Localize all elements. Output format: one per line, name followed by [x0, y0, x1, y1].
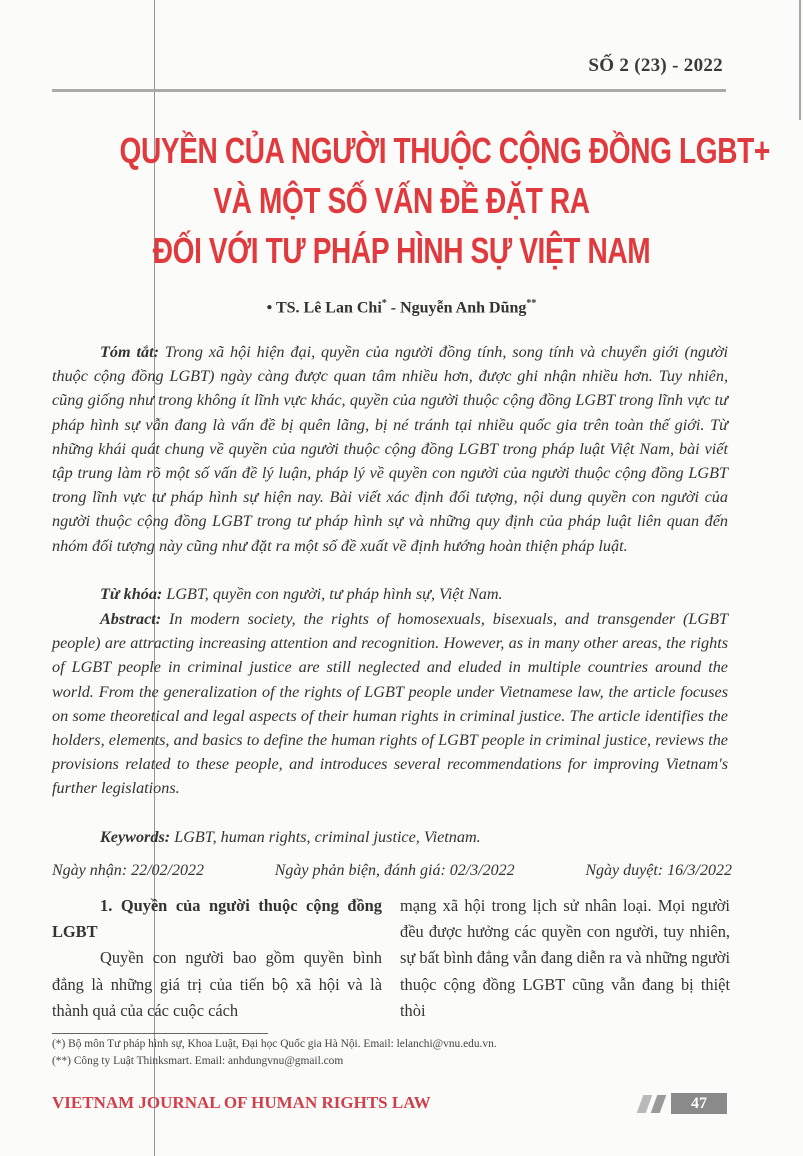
keywords-en-text: LGBT, human rights, criminal justice, Vietnam.	[170, 828, 481, 846]
date-reviewed: Ngày phản biện, đánh giá: 02/3/2022	[274, 862, 515, 879]
article-dates	[52, 862, 732, 880]
bullet-icon: •	[266, 299, 273, 317]
author-2: Nguyễn Anh Dũng	[400, 299, 527, 317]
keywords-vi-label: Từ khóa:	[100, 585, 163, 603]
header-rule	[52, 89, 726, 92]
article-title	[119, 126, 770, 276]
issue-number: SỐ 2 (23) - 2022	[588, 55, 723, 76]
date-approved: Ngày duyệt: 16/3/2022	[585, 862, 732, 879]
keywords-en-label: Keywords:	[100, 828, 171, 846]
title-line-1: QUYỀN CỦA NGƯỜI THUỘC CỘNG ĐỒNG LGBT+	[119, 130, 770, 171]
page-number-badge	[640, 1093, 727, 1114]
summary-text: Trong xã hội hiện đại, quyền của người đồng tính, song tính và chuyển giới (người thuộc cộng đồng LGBT) ngày càng được quan tâm nhiều hơn, được ghi nhận nhiều hơn. Tuy nhiên, cũng giống như trong không ít lĩnh vực khác, quyền của người thuộc cộng đồng LGBT trong lĩnh vực tư pháp hình sự vẫn đang là vấn đề bị quên lãng, bị né tránh tại nhiều quốc gia trên toàn thế giới. Từ những khái quát chung về quyền của người thuộc cộng đồng LGBT trong pháp luật Việt Nam, bài viết tập trung làm rõ một số vấn đề lý luận, pháp lý về quyền con người của người thuộc cộng đồng LGBT trong lĩnh vực tư pháp hình sự hiện nay. Bài viết xác định đối tượng, nội dung quyền con người của người thuộc cộng đồng LGBT trong tư pháp hình sự và những quy định của pháp luật liên quan đến nhóm đối tượng này cũng như đặt ra một số đề xuất về định hướng hoàn thiện pháp luật.	[52, 343, 728, 555]
author-separator: -	[386, 299, 401, 317]
author-1-footnote-mark: *	[381, 298, 387, 309]
authors	[0, 298, 803, 317]
page-number: 47	[671, 1093, 727, 1114]
footnote-divider	[52, 1033, 268, 1034]
title-line-3: ĐỐI VỚI TƯ PHÁP HÌNH SỰ VIỆT NAM	[152, 230, 651, 271]
body-column-left	[52, 893, 382, 1024]
abstract-paragraph	[52, 607, 728, 801]
body-paragraph-left: Quyền con người bao gồm quyền bình đẳng là những giá trị của tiến bộ xã hội và là thành quả của các cuộc cách	[52, 948, 382, 1020]
body-paragraph-right: mạng xã hội trong lịch sử nhân loại. Mọi người đều được hưởng các quyền con người, tuy nhiên, sự bất bình đẳng vẫn đang diễn ra và những người thuộc cộng đồng LGBT cũng vẫn đang bị thiệt thòi	[400, 896, 730, 1020]
date-received: Ngày nhận: 22/02/2022	[52, 862, 204, 879]
abstract-text: In modern society, the rights of homosexuals, bisexuals, and transgender (LGBT people) are attracting increasing attention and recognition. However, as in many other areas, the rights of LGBT people in criminal justice are still neglected and eluded in multiple countries around the world. From the generalization of the rights of LGBT people under Vietnamese law, the article focuses on some theoretical and legal aspects of their human rights in criminal justice. The article identifies the holders, elements, and basics to define the human rights of LGBT people in criminal justice, reviews the provisions related to these people, and introduces several recommendations for improving Vietnam's further legislations.	[52, 610, 728, 798]
author-1: TS. Lê Lan Chi	[275, 299, 382, 317]
body-column-right	[400, 893, 730, 1024]
decorative-slash-icon	[637, 1095, 653, 1113]
keywords-en-paragraph	[52, 825, 728, 849]
summary-label: Tóm tắt:	[100, 343, 159, 361]
section-heading: 1. Quyền của người thuộc cộng đồng LGBT	[52, 896, 382, 942]
keywords-vi-text: LGBT, quyền con người, tư pháp hình sự, Việt Nam.	[162, 585, 503, 603]
journal-name: VIETNAM JOURNAL OF HUMAN RIGHTS LAW	[52, 1093, 431, 1112]
abstract-label: Abstract:	[100, 610, 162, 628]
decorative-slash-icon	[651, 1095, 667, 1113]
keywords-vi-paragraph	[52, 582, 728, 606]
scan-edge	[799, 0, 801, 120]
title-line-2: VÀ MỘT SỐ VẤN ĐỀ ĐẶT RA	[213, 180, 590, 221]
footnote-1: (*) Bộ môn Tư pháp hình sự, Khoa Luật, Đại học Quốc gia Hà Nội. Email: lelanchi@vnu.edu.vn.	[52, 1038, 497, 1050]
footnote-2: (**) Công ty Luật Thinksmart. Email: anhdungvnu@gmail.com	[52, 1055, 344, 1067]
footnotes	[52, 1036, 497, 1070]
author-2-footnote-mark: **	[526, 298, 537, 309]
summary-paragraph	[52, 340, 728, 558]
